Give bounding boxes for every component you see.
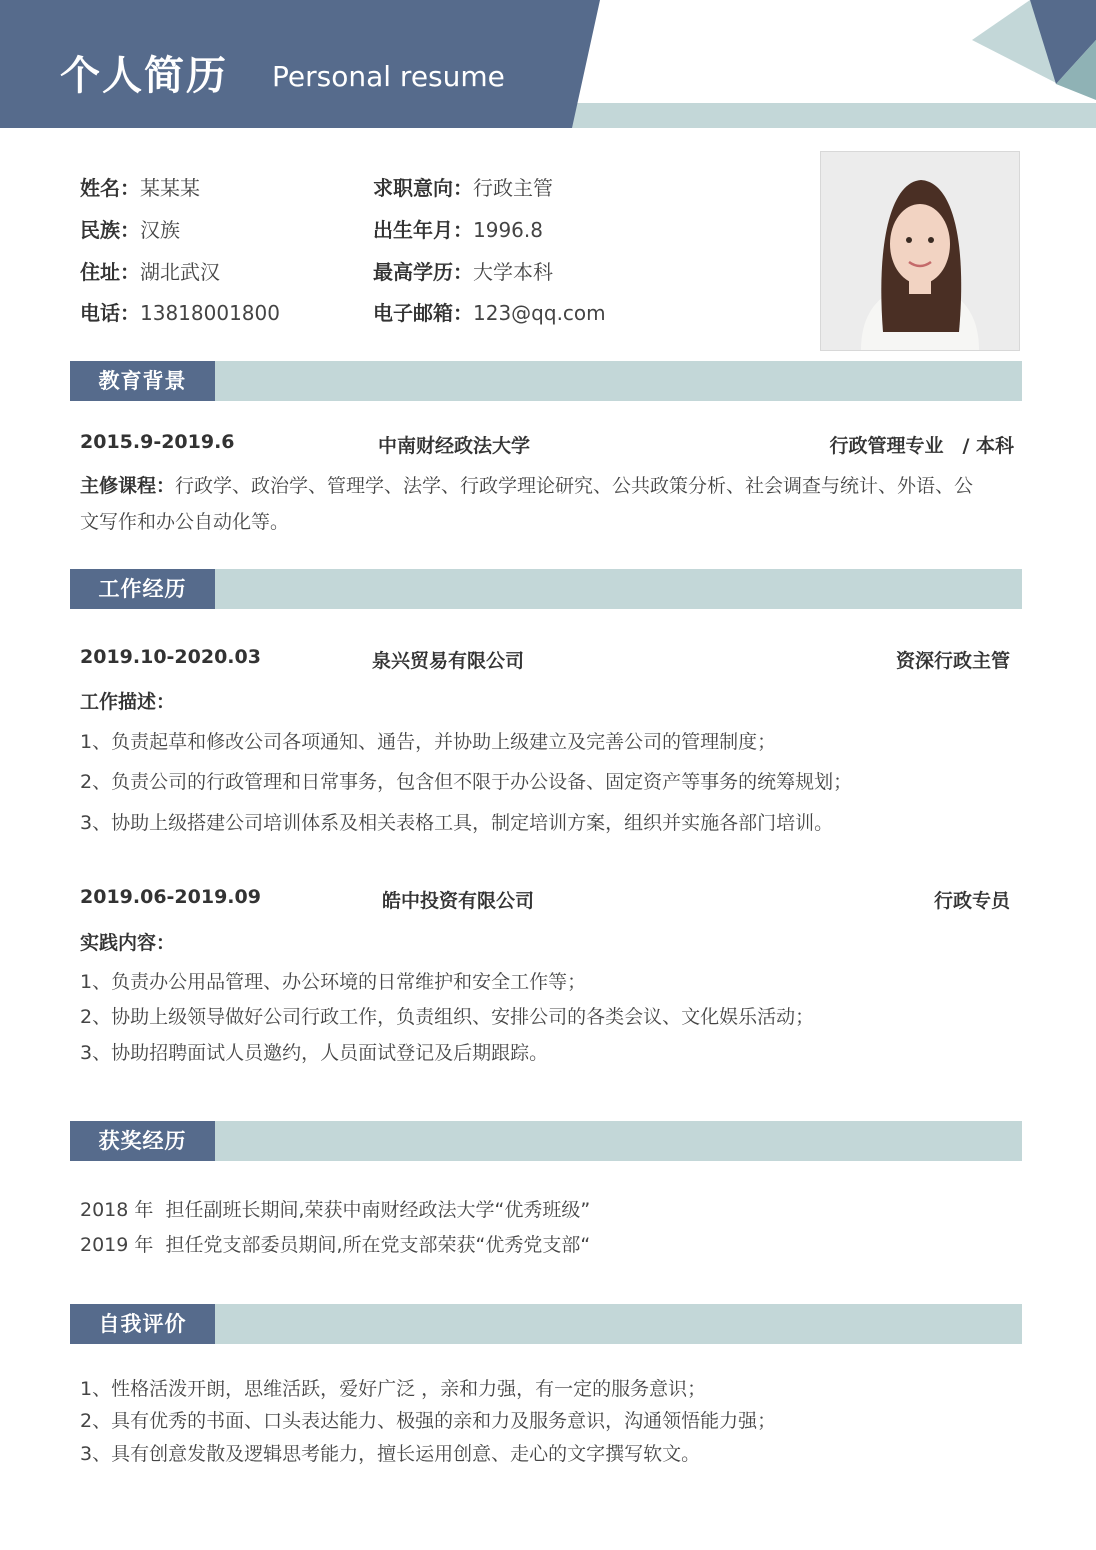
info-email: 电子邮箱：123@qq.com <box>373 301 606 325</box>
job-desc-item: 1、负责起草和修改公司各项通知、通告，并协助上级建立及完善公司的管理制度； <box>80 731 777 753</box>
info-ethnicity: 民族：汉族 <box>80 218 180 242</box>
info-phone: 电话：13818001800 <box>80 301 280 325</box>
job-desc-label: 实践内容： <box>80 932 176 954</box>
resume-subtitle: Personal resume <box>272 60 505 93</box>
self-eval-item: 2、具有优秀的书面、口头表达能力、极强的亲和力及服务意识，沟通领悟能力强； <box>80 1410 777 1432</box>
job-period: 2019.06-2019.09 <box>80 886 261 908</box>
section-bar-self <box>70 1304 1022 1344</box>
resume-title: 个人简历 <box>60 53 228 99</box>
education-school: 中南财经政法大学 <box>378 435 531 457</box>
job-company: 皓中投资有限公司 <box>382 890 535 912</box>
job-title: 行政专员 <box>933 890 1010 912</box>
section-heading-self: 自我评价 <box>70 1304 215 1344</box>
section-bar-awards <box>70 1121 1022 1161</box>
job-company: 泉兴贸易有限公司 <box>372 650 525 672</box>
info-birth: 出生年月：1996.8 <box>373 218 543 242</box>
award-item: 2018 年 担任副班长期间,荣获中南财经政法大学“优秀班级” <box>80 1199 591 1221</box>
education-courses: 主修课程：行政学、政治学、管理学、法学、行政学理论研究、公共政策分析、社会调查与统计、外语、公 <box>80 475 974 497</box>
job-desc-item: 3、协助招聘面试人员邀约，人员面试登记及后期跟踪。 <box>80 1042 549 1064</box>
header-accent-strip <box>560 103 1096 128</box>
job-desc-label: 工作描述： <box>80 691 176 713</box>
info-address: 住址：湖北武汉 <box>80 260 220 284</box>
portrait-photo <box>820 151 1020 351</box>
job-desc-item: 1、负责办公用品管理、办公环境的日常维护和安全工作等； <box>80 971 587 993</box>
education-period: 2015.9-2019.6 <box>80 431 235 453</box>
job-desc-item: 2、负责公司的行政管理和日常事务，包含但不限于办公设备、固定资产等事务的统筹规划； <box>80 771 853 793</box>
self-eval-item: 3、具有创意发散及逻辑思考能力，擅长运用创意、走心的文字撰写软文。 <box>80 1443 701 1465</box>
info-degree: 最高学历：大学本科 <box>373 260 553 284</box>
section-heading-education: 教育背景 <box>70 361 215 401</box>
self-eval-item: 1、性格活泼开朗，思维活跃，爱好广泛 ，亲和力强，有一定的服务意识； <box>80 1378 707 1400</box>
section-bar-work <box>70 569 1022 609</box>
job-desc-item: 3、协助上级搭建公司培训体系及相关表格工具，制定培训方案，组织并实施各部门培训。 <box>80 812 834 834</box>
education-courses-cont: 文写作和办公自动化等。 <box>80 511 290 533</box>
job-period: 2019.10-2020.03 <box>80 646 261 668</box>
job-desc-item: 2、协助上级领导做好公司行政工作，负责组织、安排公司的各类会议、文化娱乐活动； <box>80 1006 815 1028</box>
education-major: 行政管理专业 / 本科 <box>829 435 1014 457</box>
section-bar-education <box>70 361 1022 401</box>
section-heading-work: 工作经历 <box>70 569 215 609</box>
portrait-icon <box>821 152 1019 350</box>
job-title: 资深行政主管 <box>895 650 1010 672</box>
section-heading-awards: 获奖经历 <box>70 1121 215 1161</box>
award-item: 2019 年 担任党支部委员期间,所在党支部荣获“优秀党支部“ <box>80 1234 591 1256</box>
info-objective: 求职意向：行政主管 <box>373 176 553 200</box>
info-name: 姓名：某某某 <box>80 176 200 200</box>
